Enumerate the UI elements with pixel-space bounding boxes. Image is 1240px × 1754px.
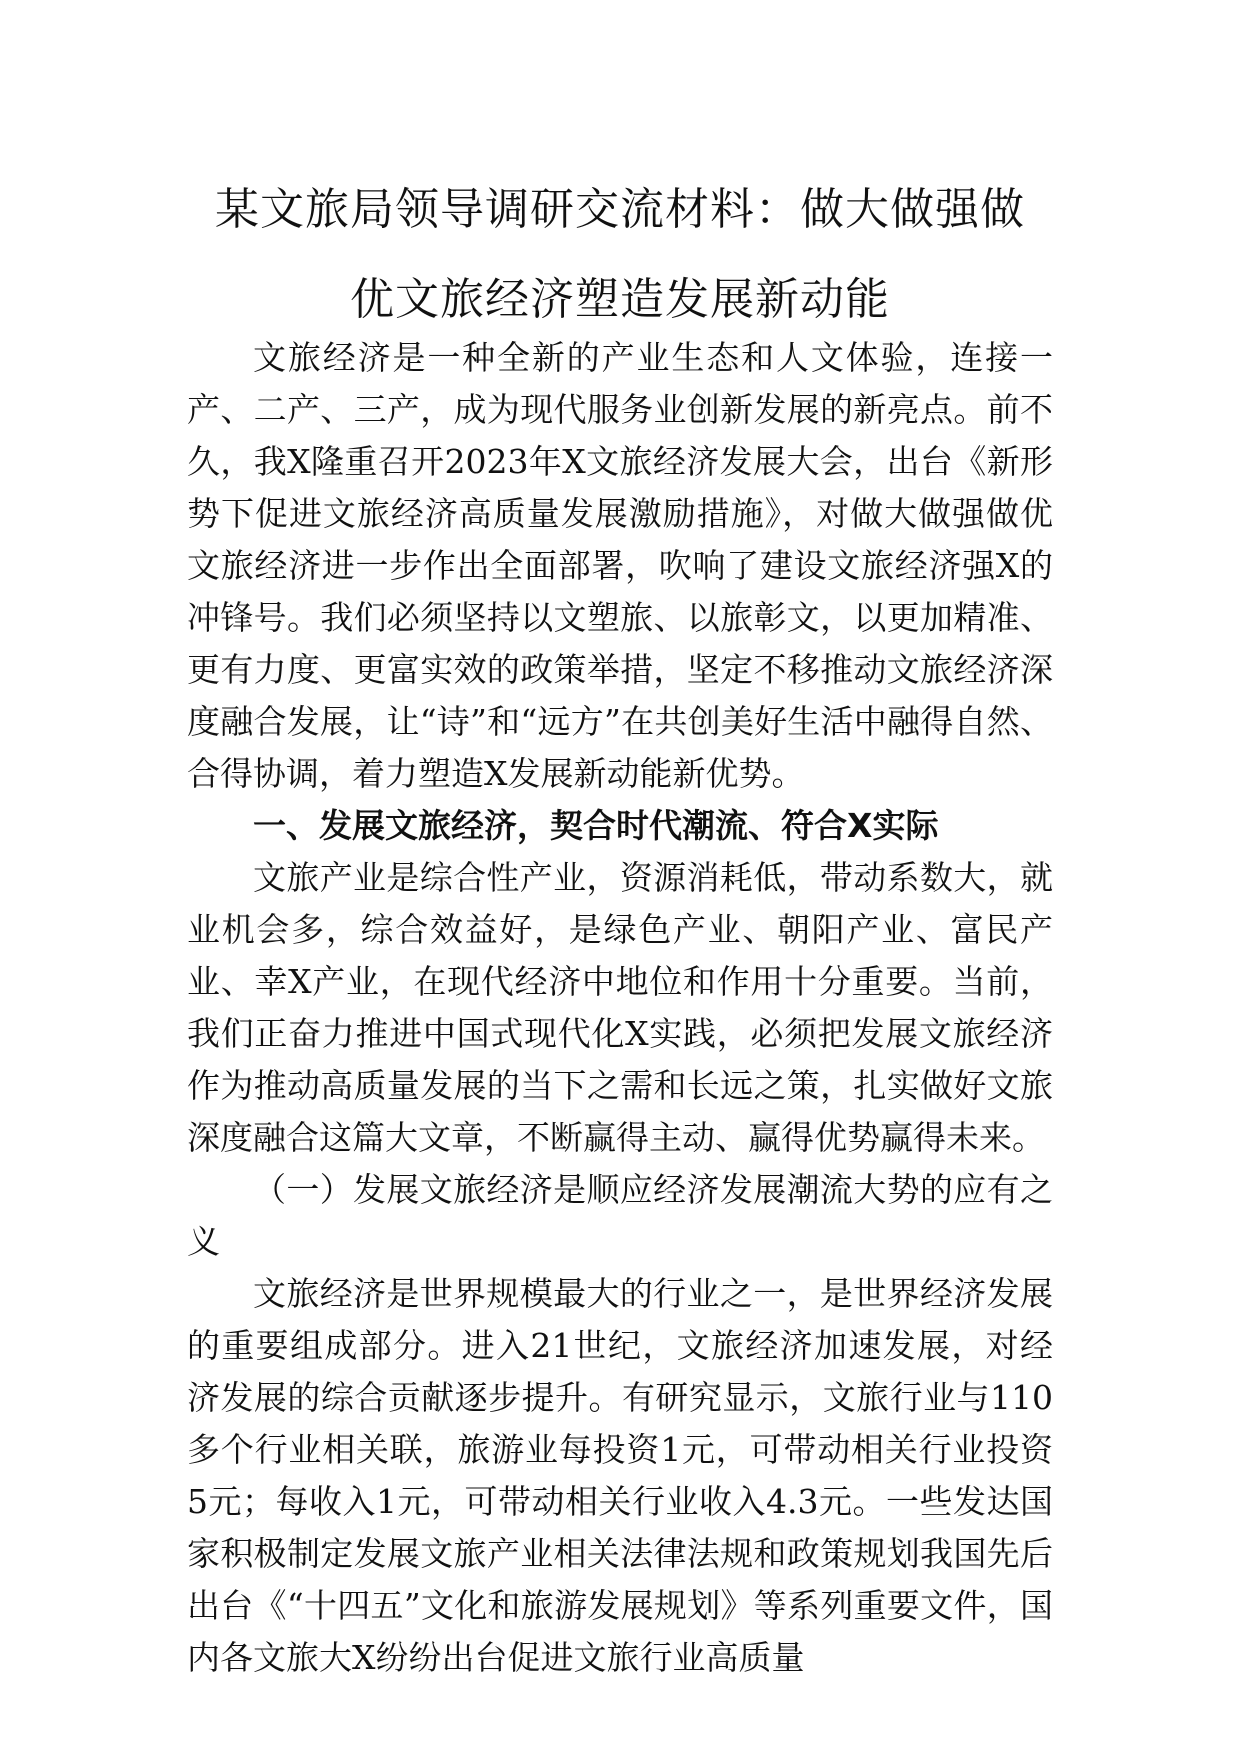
body-paragraph-3: 文旅经济是世界规模最大的行业之一，是世界经济发展的重要组成部分。进入21世纪，文旅经济加速发展，对经济发展的综合贡献逐步提升。有研究显示，文旅行业与110多个行业相关联，旅游业每投资1元，可带动相关行业投资5元；每收入1元，可带动相关行业收入4.3元。一些发达国家积极制定发展文旅产业相关法律法规和政策规划我国先后出台《“十四五”文化和旅游发展规划》等系列重要文件，国内各文旅大X纷纷出台促进文旅行业高质量 xyxy=(187,1274,1053,1677)
document-title-line-1: 某文旅局领导调研交流材料：做大做强做 xyxy=(215,184,1025,235)
body-paragraph-2: 文旅产业是综合性产业，资源消耗低，带动系数大，就业机会多，综合效益好，是绿色产业、朝阳产业、富民产业、幸X产业，在现代经济中地位和作用十分重要。当前，我们正奋力推进中国式现代化X实践，必须把发展文旅经济作为推动高质量发展的当下之需和长远之策，扎实做好文旅深度融合这篇大文章，不断赢得主动、赢得优势赢得未来。 xyxy=(187,858,1053,1157)
section-heading-1: 一、发展文旅经济，契合时代潮流、符合X实际 xyxy=(253,806,939,845)
document-body xyxy=(187,332,1053,1684)
subsection-heading-1: （一）发展文旅经济是顺应经济发展潮流大势的应有之义 xyxy=(187,1170,1053,1261)
body-paragraph-1: 文旅经济是一种全新的产业生态和人文体验，连接一产、二产、三产，成为现代服务业创新发展的新亮点。前不久，我X隆重召开2023年X文旅经济发展大会，出台《新形势下促进文旅经济高质量发展激励措施》，对做大做强做优文旅经济进一步作出全面部署，吹响了建设文旅经济强X的冲锋号。我们必须坚持以文塑旅、以旅彰文，以更加精准、更有力度、更富实效的政策举措，坚定不移推动文旅经济深度融合发展，让“诗”和“远方”在共创美好生活中融得自然、合得协调，着力塑造X发展新动能新优势。 xyxy=(187,338,1053,793)
document-title-line-2: 优文旅经济塑造发展新动能 xyxy=(350,274,890,325)
